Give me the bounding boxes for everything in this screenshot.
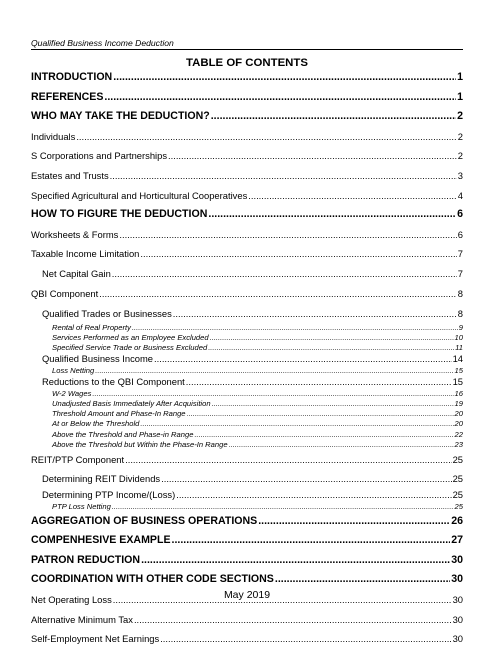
toc-entry-title: Threshold Amount and Phase-In Range (52, 409, 186, 419)
toc-entry-title: COORDINATION WITH OTHER CODE SECTIONS (31, 573, 274, 586)
toc-entry-page: 26 (451, 514, 463, 527)
toc-entry-title: Estates and Trusts (31, 169, 109, 181)
toc-entry-page: 25 (454, 501, 463, 511)
toc-entry-title: PTP Loss Netting (52, 501, 111, 511)
toc-entry-page: 25 (452, 473, 463, 485)
toc-entry-page: 1 (457, 71, 463, 83)
toc-entry[interactable] (31, 489, 463, 502)
toc-entry-title: Specified Service Trade or Business Excluded (52, 343, 208, 353)
dot-leader (168, 146, 457, 166)
toc-entry[interactable] (31, 146, 463, 166)
dot-leader (211, 107, 456, 127)
toc-entry[interactable] (31, 610, 463, 630)
toc-entry-page: 30 (452, 593, 463, 605)
dot-leader (173, 304, 457, 324)
header-rule (31, 49, 463, 50)
dot-leader (140, 244, 456, 264)
toc-entry[interactable] (31, 333, 463, 343)
dot-leader (112, 264, 457, 284)
table-of-contents (31, 68, 463, 649)
dot-leader (95, 366, 453, 376)
toc-entry[interactable] (31, 531, 463, 551)
toc-entry[interactable] (31, 469, 463, 489)
toc-entry-page: 30 (452, 633, 463, 645)
dot-leader (160, 629, 451, 649)
toc-entry-title: Qualified Trades or Businesses (42, 307, 172, 319)
toc-entry[interactable] (31, 88, 463, 108)
toc-entry-page: 25 (452, 489, 463, 501)
toc-entry-title: REFERENCES (31, 90, 104, 103)
toc-entry-page: 20 (454, 409, 463, 419)
dot-leader (186, 376, 452, 389)
toc-entry-page: 16 (454, 389, 463, 399)
toc-entry-page: 15 (454, 366, 463, 376)
toc-entry[interactable] (31, 376, 463, 389)
dot-leader (134, 610, 452, 630)
dot-leader (154, 353, 452, 366)
toc-entry-page: 23 (454, 439, 463, 449)
toc-entry-page: 8 (457, 287, 463, 299)
toc-entry[interactable] (31, 629, 463, 649)
toc-entry-title: Net Operating Loss (31, 593, 112, 605)
toc-entry-page: 7 (457, 248, 463, 260)
toc-entry-page: 1 (457, 90, 463, 103)
toc-entry-page: 2 (457, 130, 463, 142)
toc-entry[interactable] (31, 284, 463, 304)
toc-entry-title: Specified Agricultural and Horticultural Cooperatives (31, 189, 248, 201)
toc-entry-page: 4 (457, 189, 463, 201)
toc-entry-page: 2 (457, 110, 463, 122)
toc-entry-title: Services Performed as an Employee Excluded (52, 333, 209, 343)
dot-leader (194, 430, 453, 440)
dot-leader (140, 419, 453, 429)
toc-entry[interactable] (31, 304, 463, 324)
toc-entry[interactable] (31, 68, 463, 88)
toc-entry[interactable] (31, 343, 463, 353)
toc-entry[interactable] (31, 353, 463, 366)
dot-leader (176, 489, 451, 502)
toc-entry-page: 6 (457, 208, 463, 221)
toc-entry-page: 30 (451, 553, 463, 566)
toc-entry-title: Self-Employment Net Earnings (31, 633, 160, 645)
toc-entry-page: 14 (452, 353, 463, 365)
toc-entry-page: 30 (452, 613, 463, 625)
toc-entry-page: 9 (458, 323, 463, 333)
toc-entry-title: Worksheets & Forms (31, 228, 119, 240)
toc-entry[interactable] (31, 430, 463, 440)
toc-entry-title: WHO MAY TAKE THE DEDUCTION? (31, 110, 210, 122)
toc-entry-page: 20 (454, 419, 463, 429)
toc-entry-page: 30 (451, 573, 463, 586)
toc-entry-title: W-2 Wages (52, 389, 92, 399)
toc-entry[interactable] (31, 166, 463, 186)
toc-entry[interactable] (31, 127, 463, 147)
dot-leader (92, 389, 453, 399)
toc-entry[interactable] (31, 450, 463, 470)
toc-entry-title: AGGREGATION OF BUSINESS OPERATIONS (31, 514, 258, 527)
dot-leader (113, 68, 456, 88)
dot-leader (76, 127, 456, 147)
dot-leader (229, 440, 454, 450)
toc-entry[interactable] (31, 244, 463, 264)
toc-entry-page: 2 (457, 150, 463, 162)
dot-leader (104, 88, 456, 108)
toc-entry-title: Individuals (31, 130, 76, 142)
toc-entry[interactable] (31, 570, 463, 590)
toc-entry[interactable] (31, 264, 463, 284)
dot-leader (208, 343, 454, 353)
toc-entry-page: 25 (452, 453, 463, 465)
toc-entry[interactable] (31, 399, 463, 409)
dot-leader (112, 502, 454, 512)
toc-entry[interactable] (31, 225, 463, 245)
toc-entry-title: HOW TO FIGURE THE DEDUCTION (31, 208, 208, 221)
toc-entry-page: 7 (457, 268, 463, 280)
toc-entry-page: 3 (457, 169, 463, 181)
toc-entry[interactable] (31, 389, 463, 399)
toc-entry[interactable] (31, 107, 463, 127)
toc-entry[interactable] (31, 323, 463, 333)
toc-entry-title: Determining PTP Income/(Loss) (42, 489, 176, 501)
toc-entry-title: COMPENHESIVE EXAMPLE (31, 534, 171, 547)
footer-date: May 2019 (223, 589, 271, 601)
dot-leader (110, 166, 457, 186)
dot-leader (141, 551, 450, 571)
dot-leader (132, 323, 458, 333)
toc-entry[interactable] (31, 409, 463, 419)
dot-leader (208, 205, 456, 225)
dot-leader (248, 186, 457, 206)
toc-entry-page: 10 (454, 333, 463, 343)
dot-leader (275, 570, 450, 590)
dot-leader (210, 333, 454, 343)
toc-entry-title: PATRON REDUCTION (31, 553, 141, 566)
toc-entry[interactable] (31, 419, 463, 429)
toc-entry-title: QBI Component (31, 287, 99, 299)
toc-entry-title: Above the Threshold and Phase-in Range (52, 429, 194, 439)
toc-entry[interactable] (31, 205, 463, 225)
toc-entry[interactable] (31, 186, 463, 206)
dot-leader (172, 531, 451, 551)
toc-entry-page: 22 (454, 429, 463, 439)
toc-entry-title: S Corporations and Partnerships (31, 150, 168, 162)
running-header: Qualified Business Income Deduction (31, 38, 174, 48)
toc-entry-page: 11 (455, 343, 463, 353)
dot-leader (212, 399, 454, 409)
toc-title: TABLE OF CONTENTS (186, 57, 308, 69)
toc-entry[interactable] (31, 502, 463, 512)
toc-entry-title: REIT/PTP Component (31, 453, 125, 465)
toc-entry-title: Taxable Income Limitation (31, 248, 140, 260)
toc-entry-title: Rental of Real Property (52, 323, 131, 333)
toc-entry[interactable] (31, 440, 463, 450)
toc-entry-page: 6 (457, 228, 463, 240)
toc-entry-page: 19 (454, 399, 463, 409)
toc-entry-title: Alternative Minimum Tax (31, 613, 133, 625)
toc-entry[interactable] (31, 366, 463, 376)
toc-entry-title: Net Capital Gain (42, 268, 111, 280)
toc-entry-title: Unadjusted Basis Immediately After Acquisition (52, 399, 211, 409)
dot-leader (258, 512, 450, 532)
toc-entry-title: Above the Threshold but Within the Phase-In Range (52, 439, 228, 449)
toc-entry[interactable] (31, 512, 463, 532)
dot-leader (125, 450, 451, 470)
toc-entry-page: 15 (452, 376, 463, 388)
toc-entry[interactable] (31, 551, 463, 571)
dot-leader (187, 409, 454, 419)
toc-entry-title: Loss Netting (52, 366, 95, 376)
dot-leader (161, 469, 451, 489)
dot-leader (99, 284, 457, 304)
toc-entry-page: 27 (451, 534, 463, 547)
toc-entry-title: INTRODUCTION (31, 71, 113, 83)
toc-entry-title: Determining REIT Dividends (42, 473, 161, 485)
dot-leader (119, 225, 456, 245)
toc-entry-title: Reductions to the QBI Component (42, 376, 185, 388)
toc-entry-title: Qualified Business Income (42, 353, 153, 365)
toc-entry-page: 8 (457, 307, 463, 319)
toc-entry-title: At or Below the Threshold (52, 419, 140, 429)
